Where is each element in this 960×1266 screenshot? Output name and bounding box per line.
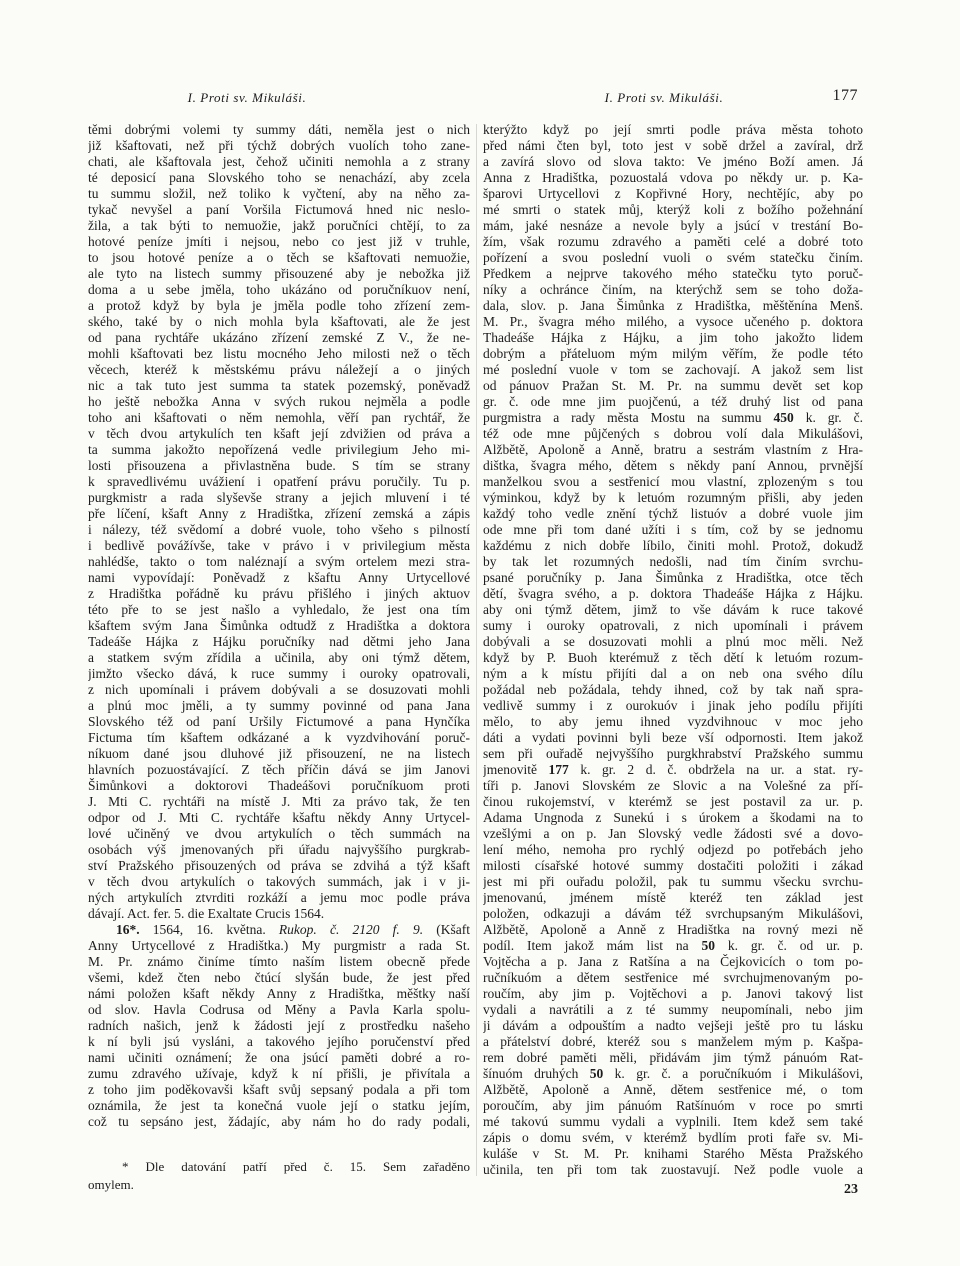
text-line: jimžto všecko dává, k ruce summy i ouroky opatrovali,: [88, 666, 470, 681]
text-line: z toho jim poděkovavši kšaft svůj sepsaný podala a při tom: [88, 1082, 470, 1097]
text-line: [483, 410, 863, 426]
text-line: každý toho vedle znění týchž listuóv a dobré vuole jim: [483, 506, 863, 521]
text-line: aby oni týmž dětem, jimž to vše dávám k ruce takové: [483, 602, 863, 617]
text-line: z Hradištka pořádně ku právu přišlého i jiných aktuov: [88, 586, 470, 601]
text-line: této pře to se jest našlo a vyhledalo, že jest ona tím: [88, 602, 470, 617]
text-line: všemi, kdež čten nebo čtúcí slyšán bude, že jest před: [88, 970, 470, 985]
text-line: lení mého, nemoha pro rychlý odjezd po potřebách jeho: [483, 842, 863, 857]
text-line: Anny Urtycellové z Hradištka.) My purgmistr a rada St.: [88, 938, 470, 953]
text-run: (Kšaft: [423, 922, 470, 937]
text-line: a statkem svým zřídila a učinila, aby oni týmž dětem,: [88, 650, 470, 665]
text-run: k. gr. č.: [793, 410, 863, 425]
text-line: mohli kšaftovati bez listu mocného Jeho milosti než o těch: [88, 346, 470, 361]
text-line: to jsou hotové peníze a o těch se kšaftovati nemuožie,: [88, 250, 470, 265]
text-line: výminkou, když by k letuóm rozumným přišli, aby jeden: [483, 490, 863, 505]
text-line: Adama Ungnoda z Sunekú i s úrokem a škodami na to: [483, 810, 863, 825]
text-line: k ní byli jsú vysláni, a takového jejího poručenství před: [88, 1034, 470, 1049]
text-line: nahlédše, takto o tom naléznají a svým ortelem mezi stra-: [88, 554, 470, 569]
bold-text-run: 177: [548, 762, 569, 777]
text-line: Tadeáše Hájka z Hájku poručníky nad dětmi jeho Jana: [88, 634, 470, 649]
text-line: též ode mne půjčených s dobrou volí dala Mikulášovi,: [483, 426, 863, 441]
text-line: nami učiniti oznámení; že ona jsúcí paměti dobré a ro-: [88, 1050, 470, 1065]
text-line: Slovského též od paní Uršily Fictumové a pana Hynčíka: [88, 714, 470, 729]
text-line: Alžbětě, Apoloně a Anně z Hradištka na rovný mezi ně: [483, 922, 863, 937]
bold-text-run: 50: [701, 938, 715, 953]
text-run: k. gr. č. a poručníkuóm i Mikulášovi,: [603, 1066, 863, 1081]
text-line: Anna z Hradištka, pozuostalá vdova po někdy ur. p. Ka-: [483, 170, 863, 185]
text-line: roučím, aby jim p. Vojtěchovi a p. Janovi takový list: [483, 986, 863, 1001]
text-line: [483, 762, 863, 778]
text-line: ta summa jakožto nepořízená vedle privilegium Jeho mi-: [88, 442, 470, 457]
text-line: dištka, švagra mého, dětem s někdy paní Annou, prvnější: [483, 458, 863, 473]
text-line: nic a tak tuto jest summa ta statek pozemský, poněvadž: [88, 378, 470, 393]
text-line: žím, však rozumu zdravého a paměti celé a dobré toto: [483, 234, 863, 249]
text-line: mám, jaké nesnáze a nevole byly a jsúcí v trestání Bo-: [483, 218, 863, 233]
text-line: losti přisouzena a přivlastněna bude. S tím se strany: [88, 458, 470, 473]
right-text-column: [483, 122, 863, 1178]
text-line: Fictuma tím kšaftem odkázané a k vyzdvihování poruč-: [88, 730, 470, 745]
text-line: Předkem a nejprve takového mého statečku tyto poruč-: [483, 266, 863, 281]
text-line: chati, ale kšaftovala jest, čehož učiniti nemohla a z strany: [88, 154, 470, 169]
text-line: doma a u sebe jměla, toho ukázáno od poručníkuov není,: [88, 282, 470, 297]
text-line: dala, slov. p. Jana Šimůnka z Hradištka, měštěnína Menš.: [483, 298, 863, 313]
text-line: před námi čten byl, toto jest v sobě držel a zavíral, drž: [483, 138, 863, 153]
text-line: * Dle datování patří před č. 15. Sem zařaděno: [122, 1159, 470, 1174]
text-line: rem dobré paměti měli, přidávám jim týmž pánuóm Rat-: [483, 1050, 863, 1065]
text-line: sem při ouřadě nejvyššího purgkhrabství Pražského summu: [483, 746, 863, 761]
text-line: kšaftem svým Jana Šimůnka odtudž z Hradištka a doktora: [88, 618, 470, 633]
bold-text-run: 16*.: [116, 922, 140, 937]
running-title-right: I. Proti sv. Mikuláši.: [604, 90, 724, 105]
text-line: tu summu složil, než toliko k vyčtení, aby na něho za-: [88, 186, 470, 201]
text-line: nami vypovídají: Poněvadž z kšaftu Anny Urtycellové: [88, 570, 470, 585]
text-line: dobrým a přáteluom mým milým věřím, že podle této: [483, 346, 863, 361]
text-line: M. Pr., švagra mého milého, a vysoce učeného p. doktora: [483, 314, 863, 329]
text-line: pořízení a svou poslední vuoli o svém statečku činím.: [483, 250, 863, 265]
page-number: 177: [832, 87, 858, 104]
text-line: poroučím, aby jim pánuóm Ratšínuóm v roce po smrti: [483, 1098, 863, 1113]
text-line: radních našich, jenž k žádosti její z prostředku našeho: [88, 1018, 470, 1033]
text-line: Thadeáše Hájka z Hájku, a jim toho jakožto lidem: [483, 330, 863, 345]
text-line: jest mi při ouřadu položil, pak tu summu všecku svrchu-: [483, 874, 863, 889]
text-run: 1564, 16. května.: [139, 922, 279, 937]
text-line: níkuom dané jsou dluhové již přisouzení, ne na listech: [88, 746, 470, 761]
text-line: Alžbětě, Apoloně a Anně, dětem sestřenice mé, o tom: [483, 1082, 863, 1097]
text-line: již kšaftovati, než při týchž dobrých vuolích toho zane-: [88, 138, 470, 153]
text-line: učinila, ten při tom tak zuostavují. Než podle vuole a: [483, 1162, 863, 1177]
text-line: psané poručníky p. Jana Šimůnka z Hradištka, otce těch: [483, 570, 863, 585]
text-line: těmi dobrými volemi ty summy dáti, neměla jest o nich: [88, 122, 470, 137]
text-line: mé poslední vuole v tom se zachovají. A jakož sem list: [483, 362, 863, 377]
text-line: v těch dvou artykulích ten kšaft její zdvižien od práva a: [88, 426, 470, 441]
text-line: žila, a tak býti to nemuožie, jakž poručníci chtějí, to za: [88, 218, 470, 233]
text-line: i nálezy, též svědomí a dobré vuole, toho všeho s pilností: [88, 522, 470, 537]
text-line: položen, odkazuji a dávám též svrchupsaným Mikulášovi,: [483, 906, 863, 921]
text-line: ji dávám a odpouštím a nadto vejšeji ještě pro tu lásku: [483, 1018, 863, 1033]
text-line: k spravedlivému uvážiení i opatření právu poručily. Tu p.: [88, 474, 470, 489]
text-line: manželkou svou a sestřenicí mou vlastní, zplozeným s tou: [483, 474, 863, 489]
bold-text-run: 50: [589, 1066, 604, 1081]
text-line: a plnú moc jměli, a ty summy povinné od pana Jana: [88, 698, 470, 713]
footnote: [88, 1158, 470, 1194]
text-line: [483, 938, 863, 954]
text-line: oznámila, že jest ta konečná vuole její o statku jejím,: [88, 1098, 470, 1113]
text-line: gr. č. ode mne jim puojčenú, a též druhý list od pana: [483, 394, 863, 409]
text-line: zumu zdravého užívaje, když k ní přišli, je přivítala a: [88, 1066, 470, 1081]
text-line: vydali a navrátili a z té summy neupomínali, nebo jim: [483, 1002, 863, 1017]
text-line: kuláše v St. M. Pr. knihami Starého Města Pražského: [483, 1146, 863, 1161]
text-line: od pana rychtáře ukázáno zřízení zemské Z V., že ne-: [88, 330, 470, 345]
text-line: jmenovanú, jménem místě kteréž ten základ jest: [483, 890, 863, 905]
text-line: J. Mti C. rychtáři na místě J. Mti za právo tak, že ten: [88, 794, 470, 809]
text-line: Vojtěcha a p. Jana z Ratšína a na Čejkovicích o tom po-: [483, 954, 863, 969]
text-line: [88, 922, 470, 938]
text-line: ným a k místu přijíti dal a on neb ona svého dílu: [483, 666, 863, 681]
text-line: M. Pr. známo činíme tímto naším listem obecně přede: [88, 954, 470, 969]
text-line: vzešlými a on p. Jan Slovský vedle žádosti své a dovo-: [483, 826, 863, 841]
text-line: dětí, švagra svého, a p. doktora Thadeáše Hájka z Hájku.: [483, 586, 863, 601]
text-line: té deposicí pana Slovského toho se nenachází, aby zcela: [88, 170, 470, 185]
text-run: k. gr. č. od ur. p.: [714, 938, 863, 953]
text-line: by tak let rozumných nedošli, nad tím činím svrchu-: [483, 554, 863, 569]
text-run: podíl. Item jakož mám list na: [483, 938, 702, 953]
text-line: věcech, kteréž k městskému právu náležejí a o jiných: [88, 362, 470, 377]
text-line: tykač nevyšel a paní Voršila Fictumová hned nic neslo-: [88, 202, 470, 217]
text-line: ho ještě nebožka Anna v svých rukou nejměla a podle: [88, 394, 470, 409]
text-line: což tu sepsáno jest, žádajíc, aby nám ho do rady podali,: [88, 1114, 470, 1129]
text-line: omylem.: [88, 1177, 134, 1192]
text-line: Alžbětě, Apoloně a Anně, bratru a sestrám vlastním z Hra-: [483, 442, 863, 457]
text-line: z nich upomínali i právem dobývali a se dosuzovati mohli: [88, 682, 470, 697]
bold-text-run: 450: [773, 410, 794, 425]
text-line: toho ani kšaftovati o něm nemohla, věří pan rychtář, že: [88, 410, 470, 425]
text-line: milosti císařské hotové summy dostačiti položiti i zákad: [483, 858, 863, 873]
text-line: ručníkuóm a dětem sestřenice mé svrchujmenovaným po-: [483, 970, 863, 985]
text-line: hlavních pozuostávající. Z těch příčin dává se jim Janovi: [88, 762, 470, 777]
text-line: ode mne při tom dané užíti i s tím, což by se jednomu: [483, 522, 863, 537]
text-line: od pánuov Pražan St. M. Pr. na summu devět set kop: [483, 378, 863, 393]
text-line: dobývali a se dosuzovati mohli a plnú moc měli. Než: [483, 634, 863, 649]
text-run: šínuóm druhých: [483, 1066, 590, 1081]
text-line: kterýžto když po její smrti podle práva města tohoto: [483, 122, 863, 137]
text-line: ale tyto na listech summy přisouzené aby je nebožka již: [88, 266, 470, 281]
text-line: [483, 1066, 863, 1082]
text-line: od slov. Havla Codrusa od Měny a Pavla Karla spolu-: [88, 1002, 470, 1017]
text-line: i bedlivě povážívše, take v právo i v privilegium města: [88, 538, 470, 553]
text-line: zápis o domu svém, v kterémž bydlím proti faře sv. Mi-: [483, 1130, 863, 1145]
text-line: mělo, to aby jemu ihned vyzdvihnouc v moc jeho: [483, 714, 863, 729]
text-line: hotové peníze jmíti i nejsou, nebo co jest již v truhle,: [88, 234, 470, 249]
text-line: lové učiněný ve dvou artykulích o těch summách na: [88, 826, 470, 841]
text-line: ského, také by o nich mohla byla kšaftovati, ale že jest: [88, 314, 470, 329]
text-line: v těch dvou artykulích o takových summách, jak i v ji-: [88, 874, 470, 889]
text-line: sumy i ouroky opatrovali, z nich upomínali i právem: [483, 618, 863, 633]
text-line: dávají. Act. fer. 5. die Exaltate Crucis 1564.: [88, 906, 325, 921]
text-line: každému z nich dobře líbilo, činiti mohl. Protož, dokudž: [483, 538, 863, 553]
text-line: a zavírá slovo od slova takto: Ve jméno Boží amen. Já: [483, 154, 863, 169]
text-line: požádal neb požádala, tehdy ihned, což by tak naň spra-: [483, 682, 863, 697]
text-line: šparovi Urtycellovi z Kopřivné Hory, nechtějíc, aby po: [483, 186, 863, 201]
text-line: a protož když by byla je jměla podle toho zřízení zem-: [88, 298, 470, 313]
text-line: níky a ochránce činím, na kterýchž sem se toho doža-: [483, 282, 863, 297]
text-line: mé takovú summu vydali a vyplnili. Item kdež sem také: [483, 1114, 863, 1129]
text-line: tíři p. Janovi Slovském ze Slovic a na Volešné za pří-: [483, 778, 863, 793]
text-line: ných artykulích ztvrditi rozkáží a jemu moc podle práva: [88, 890, 470, 905]
text-run: purgmistra a rady města Mostu na summu: [483, 410, 774, 425]
text-line: činou rukojemství, v kterémž se jest postavil za ur. p.: [483, 794, 863, 809]
text-run: jmenovitě: [483, 762, 549, 777]
italic-text-run: Rukop. č. 2120 f. 9.: [278, 922, 424, 937]
signature-mark: 23: [844, 1182, 858, 1197]
text-line: námi položen kšaft někdy Anny z Hradištka, měštky naší: [88, 986, 470, 1001]
text-line: osobách výš jmenovaných při úřadu najvyššího purgkrab-: [88, 842, 470, 857]
text-line: a přátelství dobré, kteréž sou s manželem mým p. Kašpa-: [483, 1034, 863, 1049]
column-rule: [476, 124, 477, 1176]
text-run: k. gr. 2 d. č. obdržela na ur. a stat. ry-: [568, 762, 863, 777]
text-line: pře líčení, kšaft Anny z Hradištka, zřízení zemská a zápis: [88, 506, 470, 521]
running-title-left: I. Proti sv. Mikuláši.: [187, 90, 307, 105]
text-line: mé smrti o statek můj, kterýž koli z božího požehnání: [483, 202, 863, 217]
text-line: ství Pražského přisouzených od práva se zdvihá a týž kšaft: [88, 858, 470, 873]
left-text-column: [88, 122, 470, 1130]
text-line: Šimůnkovi a doktorovi Thadeášovi poručníkuom proti: [88, 778, 470, 793]
text-line: odpor od J. Mti C. rychtáře kšaftu někdy Anny Urtycel-: [88, 810, 470, 825]
text-line: když by P. Buoh kterémuž z těch dětí k letuóm rozum-: [483, 650, 863, 665]
text-line: vedlivě summy i z ourokuóv i jinak jeho podílu přijíti: [483, 698, 863, 713]
text-line: purgkmistr a rada slyševše strany a jejich mluvení i té: [88, 490, 470, 505]
text-line: dáti a vydati povinni byli beze vší odpornosti. Item jakož: [483, 730, 863, 745]
